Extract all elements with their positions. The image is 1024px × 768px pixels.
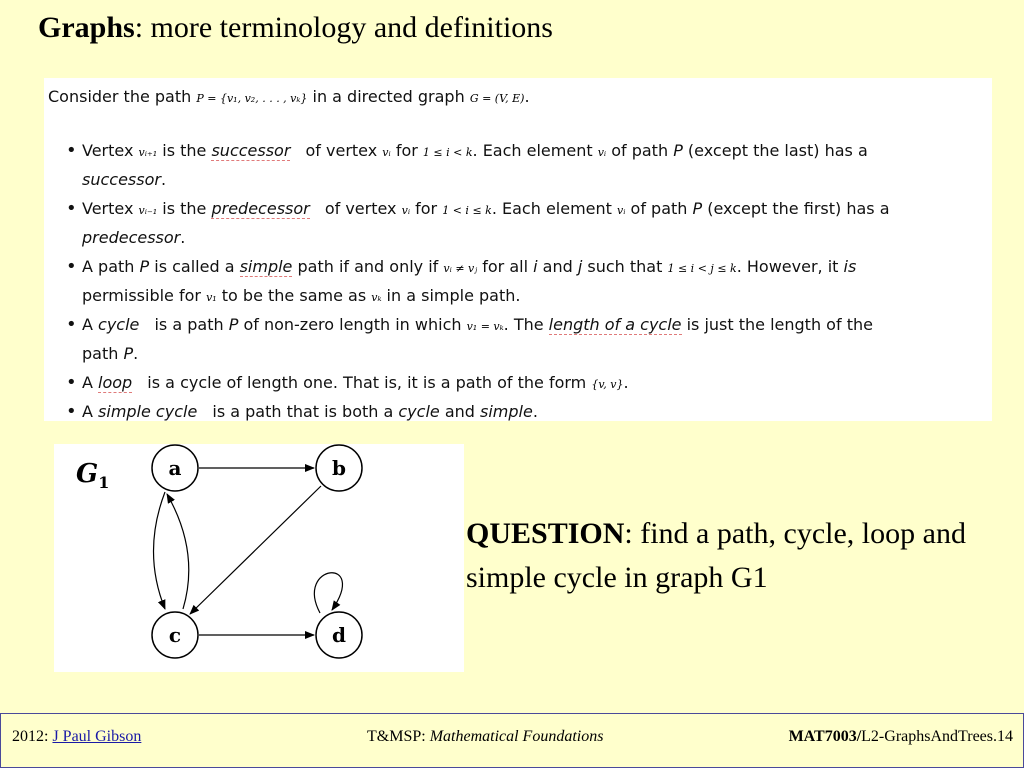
text: A — [82, 373, 99, 392]
formula: vᵢ — [382, 146, 391, 159]
text: . — [623, 373, 629, 392]
formula: {v, v} — [591, 378, 624, 391]
definition-list — [44, 136, 992, 421]
emphasis-cycle: cycle — [398, 402, 440, 421]
formula: vᵢ ≠ vⱼ — [443, 262, 478, 275]
intro-text-3: . — [524, 87, 530, 106]
intro-text-2: in a directed graph — [307, 87, 470, 106]
text: Vertex — [82, 199, 139, 218]
intro-text: Consider the path — [48, 87, 197, 106]
text: . — [160, 170, 167, 189]
definitions-panel — [44, 78, 992, 421]
bullet-successor-cont — [44, 165, 992, 194]
text: such that — [582, 257, 668, 276]
text: is a path that is both a — [207, 402, 399, 421]
node-a — [152, 445, 198, 491]
node-d-label: d — [332, 623, 346, 647]
path-symbol: P — [692, 199, 703, 218]
term-predecessor-2: predecessor — [82, 228, 181, 247]
bullet-predecessor-cont — [44, 223, 992, 252]
edge-b-c — [190, 486, 321, 614]
text: (except the last) has a — [682, 141, 868, 160]
index-j: j — [577, 257, 583, 276]
course-prefix: T&MSP: — [367, 728, 430, 745]
emphasis-is: is — [843, 257, 857, 276]
text: A path — [82, 257, 140, 276]
text: for all — [477, 257, 534, 276]
text: is called a — [149, 257, 240, 276]
bullet-cycle-cont — [44, 339, 992, 368]
term-simple-cycle: simple cycle — [98, 402, 198, 421]
formula: v₁ = vₖ — [466, 320, 504, 333]
graph-name-label: $G_1$ — [76, 459, 110, 492]
term-predecessor: predecessor — [211, 199, 310, 218]
formula: vₖ — [371, 291, 382, 304]
text: path if and only if — [292, 257, 444, 276]
text: is the — [157, 199, 212, 218]
question-body: : find a path, cycle, loop and simple cycle in graph G1 — [466, 517, 966, 594]
formula: vᵢ₋₁ — [138, 204, 158, 217]
path-formula: P = {v₁, v₂, . . . , vₖ} — [196, 92, 308, 105]
node-b-label: b — [332, 456, 346, 480]
text: A — [82, 315, 99, 334]
formula: 1 ≤ i < k — [422, 146, 473, 159]
text: of non-zero length in which — [238, 315, 467, 334]
text: permissible for — [82, 286, 207, 305]
text: in a simple path. — [381, 286, 521, 305]
intro-line — [48, 87, 530, 106]
text: for — [390, 141, 423, 160]
bullet-simple-path-cont — [44, 281, 992, 310]
term-loop: loop — [98, 373, 133, 392]
footer-slide-id — [789, 728, 1013, 746]
bullet-predecessor — [44, 194, 992, 223]
text: Vertex — [82, 141, 139, 160]
slide-id: L2-GraphsAndTrees.14 — [861, 728, 1013, 745]
question-label: QUESTION — [466, 517, 625, 550]
text: and — [439, 402, 481, 421]
text: . — [133, 344, 139, 363]
path-symbol: P — [673, 141, 683, 160]
bullet-simple-path — [44, 252, 992, 281]
edge-d-d-loop — [314, 573, 342, 613]
node-c-label: c — [168, 623, 182, 647]
slide-title — [38, 8, 553, 48]
text: and — [537, 257, 578, 276]
footer-course — [367, 728, 603, 746]
text: . — [180, 228, 186, 247]
formula: vᵢ₊₁ — [138, 146, 158, 159]
term-cycle: cycle — [98, 315, 140, 334]
path-symbol: P — [139, 257, 150, 276]
emphasis-simple: simple — [480, 402, 533, 421]
term-length-of-cycle: length of a cycle — [548, 315, 682, 334]
graph-formula: G = (V, E) — [469, 92, 525, 105]
edge-c-a — [167, 494, 189, 609]
slide-title-rest: : more terminology and definitions — [134, 11, 553, 44]
term-simple: simple — [239, 257, 293, 276]
author-link[interactable]: J Paul Gibson — [52, 728, 142, 745]
text: . Each element — [472, 141, 598, 160]
bullet-simple-cycle — [44, 397, 992, 421]
bullet-cycle — [44, 310, 992, 339]
node-a-label: a — [168, 456, 182, 480]
footer-year: 2012: — [12, 728, 53, 745]
text: is a cycle of length one. That is, it is a path of the form — [142, 373, 592, 392]
text: . However, it — [736, 257, 844, 276]
text: path — [82, 344, 124, 363]
node-b — [316, 445, 362, 491]
slide-footer — [0, 713, 1024, 768]
bullet-successor — [44, 136, 992, 165]
node-c — [152, 612, 198, 658]
formula: vᵢ — [597, 146, 607, 159]
text: is a path — [149, 315, 229, 334]
node-d — [316, 612, 362, 658]
text: . — [532, 402, 538, 421]
graph-g1-panel — [54, 444, 464, 672]
text: to be the same as — [216, 286, 372, 305]
text: for — [410, 199, 443, 218]
text: of path — [625, 199, 693, 218]
formula: vᵢ — [401, 204, 411, 217]
formula: vᵢ — [617, 204, 626, 217]
formula: 1 ≤ i < j ≤ k — [667, 262, 737, 275]
formula: v₁ — [206, 291, 217, 304]
course-name: Mathematical Foundations — [429, 728, 604, 745]
slide-title-bold: Graphs — [38, 11, 135, 44]
text: (except the first) has a — [702, 199, 890, 218]
graph-g1-diagram — [54, 444, 464, 672]
bullet-loop — [44, 368, 992, 397]
text: . The — [503, 315, 549, 334]
path-symbol: P — [123, 344, 134, 363]
text: of vertex — [319, 199, 402, 218]
text: is just the length of the — [681, 315, 873, 334]
term-successor-2: successor — [82, 170, 161, 189]
text: A — [82, 402, 99, 421]
term-successor: successor — [211, 141, 291, 160]
formula: 1 < i ≤ k — [442, 204, 492, 217]
path-symbol: P — [228, 315, 239, 334]
text: . Each element — [491, 199, 617, 218]
text: of path — [606, 141, 674, 160]
text: of vertex — [300, 141, 383, 160]
question-text — [466, 512, 996, 600]
footer-left — [12, 728, 141, 746]
text: is the — [157, 141, 212, 160]
course-code: MAT7003/ — [788, 728, 862, 745]
edge-a-c — [154, 492, 166, 609]
index-i: i — [533, 257, 538, 276]
